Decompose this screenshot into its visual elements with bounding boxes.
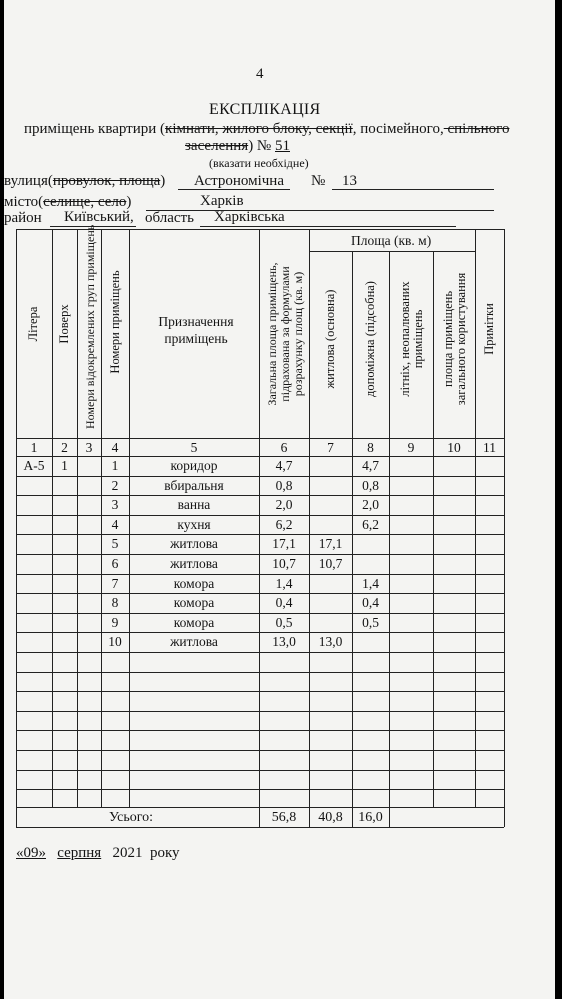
row-litera: А-5 [23, 458, 45, 473]
total-label: Усього: [108, 810, 154, 825]
row-living-area: 13,0 [318, 634, 343, 650]
apartment-number: 51 [275, 138, 290, 154]
column-number: 5 [190, 440, 198, 455]
row-room-number: 5 [111, 536, 119, 552]
row-auxiliary-area: 6,2 [362, 516, 379, 532]
city-value: Харків [200, 193, 244, 209]
date-suffix: року [149, 845, 180, 861]
row-auxiliary-area: 4,7 [362, 458, 379, 473]
row-total-area: 2,0 [275, 497, 293, 513]
district-value: Київський, [64, 209, 134, 225]
row-total-area: 0,5 [275, 614, 293, 630]
row-room-number: 2 [111, 477, 119, 493]
header-group-numbers: Номери відокремлених груп приміщень [83, 224, 97, 429]
row-purpose: кухня [177, 516, 211, 532]
row-divider [16, 711, 504, 712]
column-number: 3 [85, 440, 93, 455]
row-room-number: 7 [111, 575, 119, 591]
row-auxiliary-area: 2,0 [362, 497, 379, 513]
row-purpose: комора [173, 575, 215, 591]
row-auxiliary-area: 0,8 [362, 477, 379, 493]
row-divider [16, 691, 504, 692]
city-fill [146, 210, 494, 211]
region-fill [200, 226, 456, 227]
row-divider [16, 770, 504, 771]
street-value: Астрономічна [194, 173, 284, 189]
row-total-area: 0,4 [275, 595, 293, 611]
row-purpose: вбиральня [164, 477, 224, 493]
row-purpose: житлова [170, 634, 218, 650]
row-purpose: ванна [177, 497, 211, 513]
column-number: 4 [111, 440, 119, 455]
region-value: Харківська [214, 209, 285, 225]
header-auxiliary: допоміжна (підсобна) [363, 281, 377, 397]
subtitle-line-1: приміщень квартири (кімнати, жилого блоку, секції, посімейного, спільного [24, 121, 510, 137]
row-living-area: 10,7 [318, 556, 343, 571]
date-line [16, 845, 180, 862]
explication-table [16, 224, 504, 827]
header-living: житлова (основна) [323, 289, 337, 389]
total-auxiliary: 16,0 [358, 810, 383, 825]
row-divider [16, 750, 504, 751]
column-number: 11 [483, 440, 496, 455]
house-label: № [311, 173, 326, 189]
column-number: 1 [30, 440, 38, 455]
column-number: 7 [327, 440, 334, 455]
date-day: «09» [16, 845, 46, 861]
row-total-area: 10,7 [272, 556, 296, 571]
document-page [4, 0, 555, 999]
page-title: ЕКСПЛІКАЦІЯ [209, 101, 321, 118]
header-purpose: Призначення приміщень [158, 314, 234, 346]
row-purpose: житлова [170, 536, 218, 552]
row-room-number: 10 [108, 634, 122, 650]
row-divider [16, 672, 504, 673]
row-living-area: 17,1 [318, 536, 343, 552]
row-auxiliary-area: 0,4 [362, 595, 379, 611]
row-total-area: 6,2 [275, 516, 293, 532]
header-area-group: Площа (кв. м) [351, 233, 432, 248]
street-line: вулиця(провулок, площа) [4, 173, 166, 189]
row-divider [16, 652, 504, 653]
date-month: серпня [57, 845, 102, 861]
city-line: місто(селище, село) [4, 194, 132, 210]
subtitle-line-2: заселення) № 51 [185, 138, 290, 154]
row-auxiliary-area: 1,4 [362, 575, 379, 591]
header-room-numbers: Номери приміщень [108, 270, 122, 374]
row-auxiliary-area: 0,5 [362, 614, 379, 630]
header-total-area: Загальна площа приміщень, підрахована за формулами розрахунку площ (кв. м) [265, 262, 305, 406]
row-purpose: коридор [170, 458, 218, 473]
column-number: 8 [367, 440, 374, 455]
row-purpose: комора [173, 614, 215, 630]
header-common: площа приміщень загального користування [441, 272, 468, 406]
district-label: район [4, 210, 42, 226]
total-living: 40,8 [318, 810, 343, 825]
row-total-area: 1,4 [275, 575, 293, 591]
row-room-number: 9 [111, 614, 119, 630]
date-year: 2021 [112, 845, 143, 861]
subtitle-note: (вказати необхідне) [209, 156, 309, 170]
row-divider [16, 730, 504, 731]
row-room-number: 4 [111, 516, 119, 532]
row-purpose: житлова [170, 556, 218, 571]
row-total-area: 0,8 [275, 477, 293, 493]
row-purpose: комора [173, 595, 215, 611]
row-total-area: 4,7 [275, 458, 293, 473]
row-total-area: 17,1 [272, 536, 296, 552]
row-room-number: 8 [111, 595, 119, 611]
column-number: 10 [447, 440, 461, 455]
header-litera: Літера [26, 306, 40, 342]
region-label: область [145, 210, 194, 226]
row-floor: 1 [61, 458, 68, 473]
header-floor: Поверх [57, 304, 71, 344]
house-value: 13 [342, 173, 357, 189]
row-total-area: 13,0 [272, 634, 296, 650]
header-summer: літніх, неопалюваних приміщень [398, 281, 425, 397]
row-room-number: 3 [111, 497, 119, 513]
row-divider [16, 789, 504, 790]
column-number: 2 [61, 440, 68, 455]
row-room-number: 1 [111, 458, 119, 473]
column-number: 6 [280, 440, 288, 455]
total-area: 56,8 [271, 810, 297, 825]
page-number: 4 [256, 66, 264, 82]
column-number: 9 [407, 440, 415, 455]
row-room-number: 6 [111, 556, 119, 571]
header-notes: Примітки [482, 303, 496, 355]
